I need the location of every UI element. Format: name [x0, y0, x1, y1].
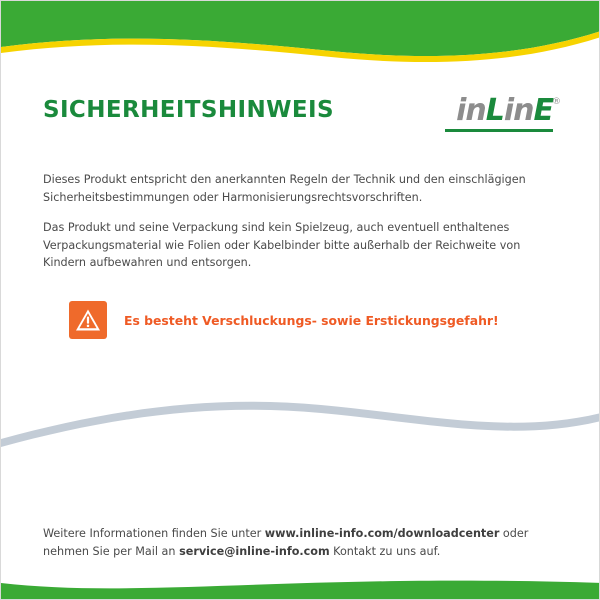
brand-logo [437, 95, 561, 135]
footer-line-1 [43, 525, 559, 543]
warning-triangle-icon [69, 301, 107, 339]
brand-logo-underline [445, 129, 553, 132]
brand-logo-e: E [533, 93, 553, 128]
paragraph-packaging: Das Produkt und seine Verpackung sind kein Spielzeug, auch eventuell enthaltenes Verpackungsmaterial wie Folien oder Kabelbinder bitte außerhalb der Reichweite von Kindern aufbewahren und entsorgen. [43, 221, 521, 269]
footer-line-2-prefix: nehmen Sie per Mail an [43, 545, 180, 558]
bottom-decorative-band [1, 573, 600, 599]
footer-line-1-suffix: oder [499, 527, 529, 540]
warning-triangle-shape [75, 308, 101, 332]
footer-download-link[interactable]: www.inline-info.com/downloadcenter [264, 527, 500, 540]
footer-line-1-prefix: Weitere Informationen finden Sie unter [43, 527, 265, 540]
footer-email-link[interactable]: service@inline-info.com [179, 545, 330, 558]
warning-text: Es besteht Verschluckungs- sowie Erstickungsgefahr! [124, 312, 499, 328]
top-band-shape [1, 1, 600, 63]
top-decorative-band [1, 1, 600, 63]
middle-wave-shape [1, 383, 600, 463]
warning-row [69, 301, 499, 339]
brand-logo-text: inLinE [456, 93, 553, 128]
footer-line-2 [43, 543, 559, 561]
page-title: SICHERHEITSHINWEIS [43, 97, 334, 123]
footer-line-2-suffix: Kontakt zu uns auf. [329, 545, 441, 558]
footer-contact [43, 525, 559, 561]
bottom-band-shape [1, 573, 600, 599]
registered-mark-icon: ® [552, 97, 561, 107]
brand-logo-l: L [485, 93, 504, 128]
paragraph-compliance: Dieses Produkt entspricht den anerkannten Regeln der Technik und den einschlägigen Sicherheitsbestimmungen oder Harmonisierungsrechtsvorschriften. [43, 173, 526, 204]
middle-decorative-wave [1, 383, 600, 463]
